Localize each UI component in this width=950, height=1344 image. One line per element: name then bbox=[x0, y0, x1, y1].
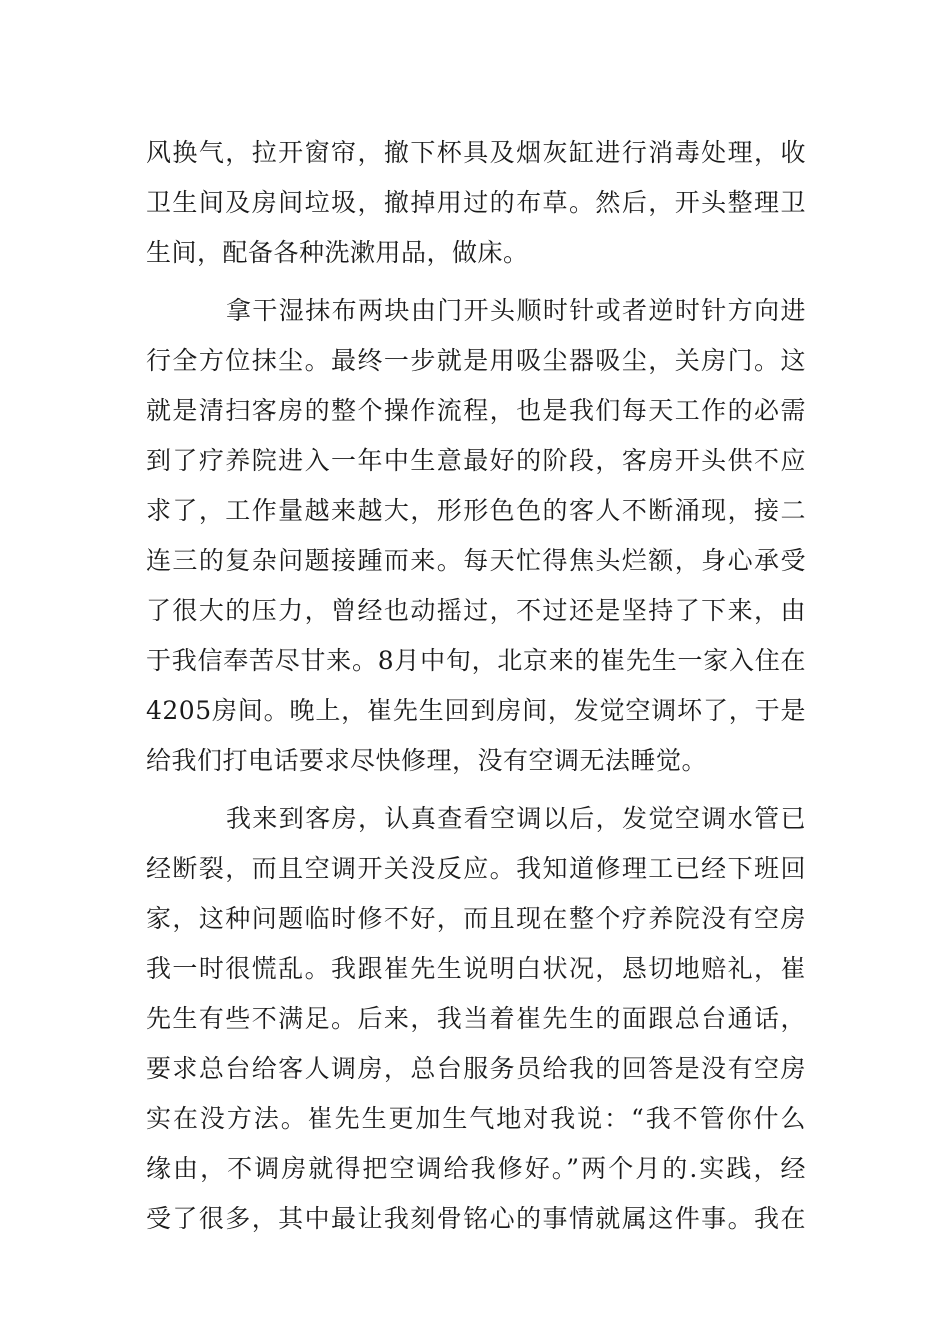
text-line: 我来到客房，认真查看空调以后，发觉空调水管已 bbox=[226, 804, 806, 833]
paragraph-gap bbox=[146, 278, 806, 286]
document-body bbox=[146, 128, 806, 1244]
text-line: 家，这种问题临时修不好，而且现在整个疗养院没有空房 bbox=[146, 904, 806, 933]
text-line: 经断裂，而且空调开关没反应。我知道修理工已经下班回 bbox=[146, 854, 806, 883]
text-line: 受了很多，其中最让我刻骨铭心的事情就属这件事。我在 bbox=[146, 1204, 806, 1233]
text-line: 于我信奉苦尽甘来。8月中旬，北京来的崔先生一家入住在 bbox=[146, 646, 806, 675]
paragraph-2 bbox=[146, 286, 806, 786]
paragraph-1 bbox=[146, 128, 806, 278]
text-line: 拿干湿抹布两块由门开头顺时针或者逆时针方向进 bbox=[226, 296, 806, 325]
text-line: 要求总台给客人调房，总台服务员给我的回答是没有空房 bbox=[146, 1054, 806, 1083]
text-line: 到了疗养院进入一年中生意最好的阶段，客房开头供不应 bbox=[146, 446, 806, 475]
text-line: 先生有些不满足。后来，我当着崔先生的面跟总台通话， bbox=[146, 1004, 806, 1033]
text-line: 实在没方法。崔先生更加生气地对我说：“我不管你什么 bbox=[146, 1104, 806, 1133]
text-line: 连三的复杂问题接踵而来。每天忙得焦头烂额，身心承受 bbox=[146, 546, 806, 575]
text-line: 风换气，拉开窗帘，撤下杯具及烟灰缸进行消毒处理，收 bbox=[146, 138, 806, 167]
text-line: 就是清扫客房的整个操作流程，也是我们每天工作的必需 bbox=[146, 396, 806, 425]
text-line: 行全方位抹尘。最终一步就是用吸尘器吸尘，关房门。这 bbox=[146, 346, 806, 375]
text-line: 卫生间及房间垃圾，撤掉用过的布草。然后，开头整理卫 bbox=[146, 188, 806, 217]
text-line: 了很大的压力，曾经也动摇过，不过还是坚持了下来，由 bbox=[146, 596, 806, 625]
text-line: 4205房间。晚上，崔先生回到房间，发觉空调坏了，于是 bbox=[146, 696, 806, 725]
text-line: 缘由，不调房就得把空调给我修好。”两个月的.实践，经 bbox=[146, 1154, 806, 1183]
text-line: 求了，工作量越来越大，形形色色的客人不断涌现，接二 bbox=[146, 496, 806, 525]
paragraph-gap bbox=[146, 786, 806, 794]
text-line: 生间，配备各种洗漱用品，做床。 bbox=[146, 238, 529, 267]
paragraph-3 bbox=[146, 794, 806, 1244]
text-line: 给我们打电话要求尽快修理，没有空调无法睡觉。 bbox=[146, 746, 708, 775]
text-line: 我一时很慌乱。我跟崔先生说明白状况，恳切地赔礼，崔 bbox=[146, 954, 806, 983]
